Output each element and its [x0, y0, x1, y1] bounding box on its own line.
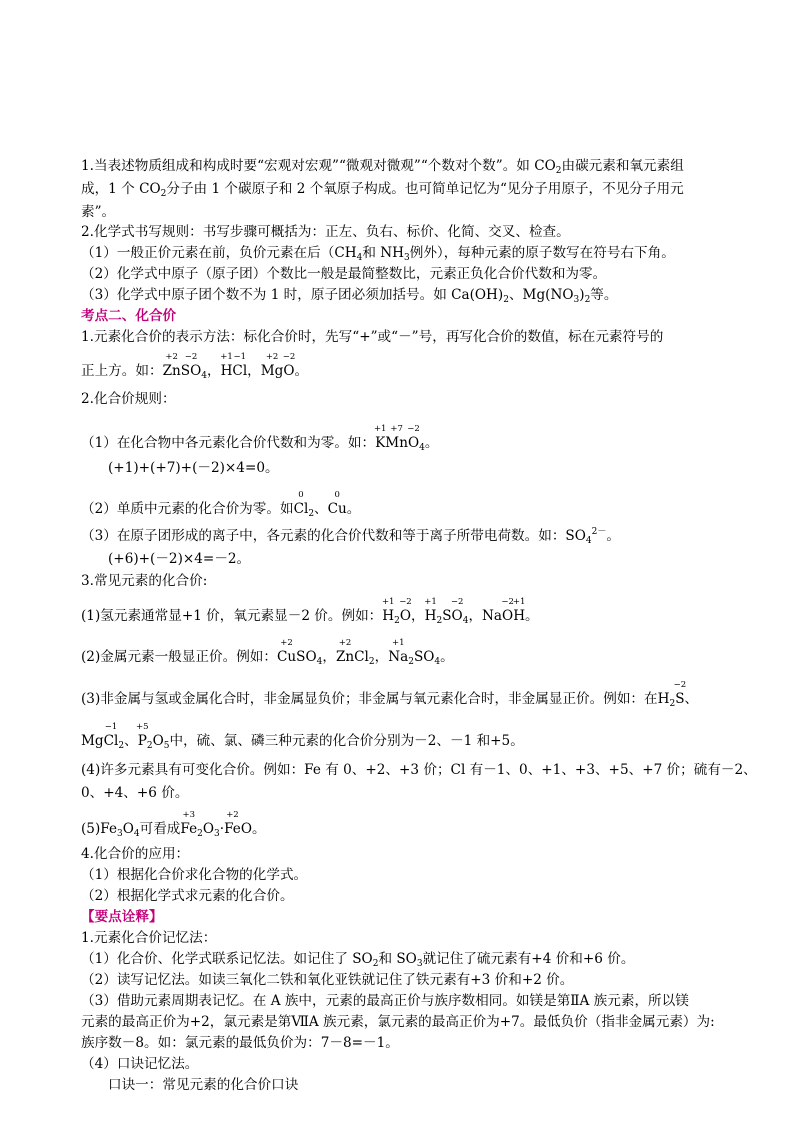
text-line: 4.化合价的应用： — [81, 846, 190, 862]
text-line: 0、+4、+6 价。 — [81, 785, 189, 801]
text-line: （1）根据化合价求化合物的化学式。 — [81, 867, 308, 883]
text-line: 2.化合价规则： — [81, 391, 176, 407]
text-line: 族序数－8。如：氯元素的最低负价为：7－8=－1。 — [81, 1035, 399, 1051]
text-line: （4）口诀记忆法。 — [81, 1056, 199, 1072]
text-line: 正上方。如： +2 Zn −2 $SO_4$， +1 H −1 Cl， +2 Mg −2 O。 — [81, 352, 309, 381]
text-line: 1.元素化合价的表示方法：标化合价时，先写“+”或“－”号，再写化合价的数值，标在元素符号的 — [81, 329, 664, 345]
text-line: (+1)+(+7)+(－2)×4=0。 — [108, 460, 279, 476]
section-heading: 【要点诠释】 — [81, 909, 163, 925]
text-line: （2）根据化学式求元素的化合价。 — [81, 888, 294, 904]
text-line: （2）读写记忆法。如读三氧化二铁和氧化亚铁就记住了铁元素有+3 价和+2 价。 — [81, 972, 574, 988]
text-line: (4)许多元素具有可变化合价。例如：Fe 有 0、+2、+3 价；Cl 有－1、0、+1、+3、+5、+7 价；硫有－2、 — [81, 762, 757, 778]
text-line: （1）一般正价元素在前，负价元素在后（$CH_4$和 $NH_3$例外），每种元素的原子数写在符号右下角。 — [81, 245, 675, 263]
text-line: 口诀一：常见元素的化合价口诀 — [108, 1077, 299, 1093]
text-line: 元素的最高正价为+2，氯元素是第ⅦA 族元素，氯元素的最高正价为+7。最低负价（指非金属元素）为: — [81, 1014, 715, 1030]
text-line: 2.化学式书写规则：书写步骤可概括为：正左、负右、标价、化简、交叉、检查。 — [81, 224, 570, 240]
text-line: （3）在原子团形成的离子中，各元素的化合价代数和等于离子所带电荷数。如：$SO_4^{2-}$。 — [81, 527, 620, 546]
text-line: （2）单质中元素的化合价为零。如 0 $Cl_2$、 0 Cu。 — [81, 490, 361, 519]
text-line: 3.常见元素的化合价: — [81, 573, 208, 589]
text-line: (3)非金属与氢或金属化合时，非金属显负价；非金属与氧元素化合时，非金属显正价。例如：在$H_2$ −2 S、 — [81, 680, 699, 709]
text-line: 1.元素化合价记忆法： — [81, 930, 217, 946]
text-line: Mg −1 $Cl_2$、 +5 $P_2O_5$中，硫、氯、磷三种元素的化合价分别为－2、－1 和+5。 — [81, 722, 524, 751]
text-line: （3）借助元素周期表记忆。在 A 族中，元素的最高正价与族序数相同。如镁是第ⅡA 族元素，所以镁 — [81, 993, 689, 1009]
section-heading: 考点二、化合价 — [81, 308, 177, 324]
text-line: （1）在化合物中各元素化合价代数和为零。如： +1 K +7 Mn −2 $O_4$。 — [81, 424, 439, 453]
text-line: （2）化学式中原子（原子团）个数比一般是最简整数比，元素正负化合价代数和为零。 — [81, 266, 607, 282]
text-line: (+6)+(－2)×4=－2。 — [108, 551, 251, 567]
text-line: 1.当表述物质组成和构成时要“宏观对宏观”“微观对微观”“个数对个数”。如 $CO_2$由碳元素和氧元素组 — [81, 158, 684, 176]
text-line: $(5)Fe_3O_4$可看成 +3 $Fe_2O_3\cdot$ +2 FeO。 — [81, 810, 266, 839]
text-line: 素”。 — [81, 204, 116, 220]
text-line: （3）化学式中原子团个数不为 1 时，原子团必须加括号。如 $Ca(OH)_2$、$Mg(NO_3)_2$等。 — [81, 287, 618, 305]
text-line: 成，1 个 $CO_2$分子由 1 个碳原子和 2 个氧原子构成。也可简单记忆为“见分子用原子，不见分子用元 — [81, 181, 684, 199]
text-line: （1）化合价、化学式联系记忆法。如记住了 $SO_2$和 $SO_3$就记住了硫元素有+4 价和+6 价。 — [81, 951, 635, 969]
text-line: (2)金属元素一般显正价。例如： +2 CuSO$_4$， +2 ZnCl$_2$， +1 $Na_2SO_4$。 — [81, 638, 454, 667]
text-line: (1)氢元素通常显+1 价，氧元素显－2 价。例如： +1 $H_2$ −2 O， +1 $H_2S$ −2 $O_4$，Na −2 O +1 H。 — [81, 597, 539, 626]
